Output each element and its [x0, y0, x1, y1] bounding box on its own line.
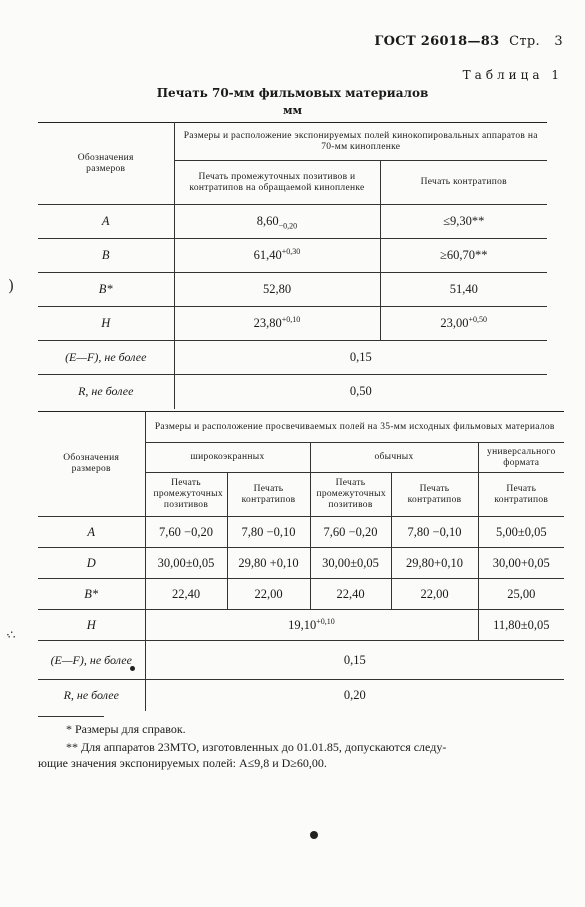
t1-row-h — [38, 307, 547, 341]
t2-row-label: (E—F), не более — [38, 641, 145, 680]
t2-header-left: Обозначения размеров — [38, 412, 145, 517]
t2-row-label: B* — [38, 579, 145, 610]
t1-cell: ≤9,30** — [443, 214, 485, 228]
t1-row-label: B* — [38, 273, 174, 307]
t2-cell: 30,00+0,05 — [492, 555, 550, 570]
t2-row-b-star — [38, 579, 564, 610]
t2-cell: 11,80±0,05 — [493, 617, 550, 632]
t1-row-ef — [38, 341, 547, 375]
t2-cell: 0,20 — [343, 687, 366, 702]
t2-cell: 5,00±0,05 — [495, 524, 547, 539]
footnote-divider — [38, 716, 104, 717]
t2-cell: 7,80 −0,10 — [227, 517, 310, 548]
t2-group-universal: универсального формата — [478, 443, 564, 473]
page-number: 3 — [554, 34, 563, 49]
scan-dot — [130, 666, 135, 671]
t2-cell: 25,00 — [507, 586, 536, 601]
t1-cell: ≥60,70** — [440, 248, 488, 262]
scan-dot — [310, 831, 318, 839]
table-35mm — [38, 411, 564, 711]
t2-cell: 30,00±0,05 — [310, 548, 391, 579]
t2-cell: 22,40 — [310, 579, 391, 610]
t1-row-a — [38, 205, 547, 239]
t1-row-b — [38, 239, 547, 273]
t1-cell: 51,40 — [449, 282, 478, 296]
t1-row-label: H — [38, 307, 174, 341]
t1-cell: $61,40^{+0,30}$ — [174, 239, 380, 273]
scan-mark-bracket: ) — [8, 276, 15, 295]
t2-cell: $19,10^{+0,10}$ — [145, 610, 478, 641]
t2-cell: 29,80 +0,10 — [227, 548, 310, 579]
t1-cell: $23,00^{+0,50}$ — [440, 315, 488, 331]
page-header — [374, 34, 563, 49]
t2-row-h — [38, 610, 564, 641]
t2-row-label: A — [38, 517, 145, 548]
scan-mark-dots: ·∴ — [6, 628, 14, 642]
t2-row-label: R, не более — [38, 680, 145, 711]
t2-row-ef — [38, 641, 564, 680]
t2-row-label: D — [38, 548, 145, 579]
t2-row-label: H — [38, 610, 145, 641]
t1-row-label: (E—F), не более — [38, 341, 174, 375]
t2-group-normal: обычных — [310, 443, 478, 473]
t2-row-a — [38, 517, 564, 548]
t2-subcol: Печать промежуточных позитивов — [145, 473, 227, 517]
footnote-2-line-1: ** Для аппаратов 23МТО, изготовленных до 01.01.85, допускаются следу- — [66, 740, 447, 754]
t1-row-label: A — [38, 205, 174, 239]
t2-cell: 29,80+0,10 — [391, 548, 478, 579]
t2-subcol: Печать промежуточных позитивов — [310, 473, 391, 517]
table-70mm — [38, 122, 547, 409]
t2-group-widescreen: широкоэкранных — [145, 443, 310, 473]
t2-cell: 30,00±0,05 — [145, 548, 227, 579]
t2-cell: 7,60 −0,20 — [310, 517, 391, 548]
t1-header-left: Обозначения размеров — [38, 123, 174, 205]
t1-cell: $8,60_{-0,20}$ — [174, 205, 380, 239]
t1-row-b-star — [38, 273, 547, 307]
table-title: Печать 70-мм фильмовых материалов — [156, 86, 429, 100]
t1-row-label: R, не более — [38, 375, 174, 409]
page-label: Стр. — [509, 34, 540, 49]
t2-subcol: Печать контратипов — [391, 473, 478, 517]
t1-cell: 0,15 — [349, 350, 372, 364]
t1-row-label: B — [38, 239, 174, 273]
footnote-2-line-2: ющие значения экспонируемых полей: A≤9,8 и D≥60,00. — [38, 756, 327, 770]
t1-cell: 52,80 — [174, 273, 380, 307]
table-unit: мм — [282, 104, 303, 117]
t2-cell: 22,00 — [391, 579, 478, 610]
t2-cell: 0,15 — [343, 652, 366, 667]
table-label: Таблица 1 — [462, 68, 563, 82]
t2-subcol: Печать контратипов — [227, 473, 310, 517]
t2-cell: 22,40 — [145, 579, 227, 610]
t2-cell: 7,80 −0,10 — [391, 517, 478, 548]
t2-cell: 7,60 −0,20 — [145, 517, 227, 548]
t2-row-d — [38, 548, 564, 579]
t1-subcol-2: Печать контратипов — [380, 161, 547, 205]
t2-row-r — [38, 680, 564, 711]
t2-header-top: Размеры и расположение просвечиваемых полей на 35-мм исходных фильмовых материалов — [145, 412, 564, 443]
footnote-1: * Размеры для справок. — [66, 722, 186, 736]
t2-cell: 22,00 — [227, 579, 310, 610]
t1-row-r — [38, 375, 547, 409]
t1-subcol-1: Печать промежуточных позитивов и контратипов на обращаемой кинопленке — [174, 161, 380, 205]
t1-header-top: Размеры и расположение экспонируемых полей кинокопировальных аппаратов на 70-мм кинопленке — [174, 123, 547, 161]
gost-number: ГОСТ 26018—83 — [374, 34, 500, 49]
t2-subcol: Печать контратипов — [478, 473, 564, 517]
t1-cell: 0,50 — [349, 384, 372, 399]
t1-cell: $23,80^{+0,10}$ — [174, 307, 380, 341]
